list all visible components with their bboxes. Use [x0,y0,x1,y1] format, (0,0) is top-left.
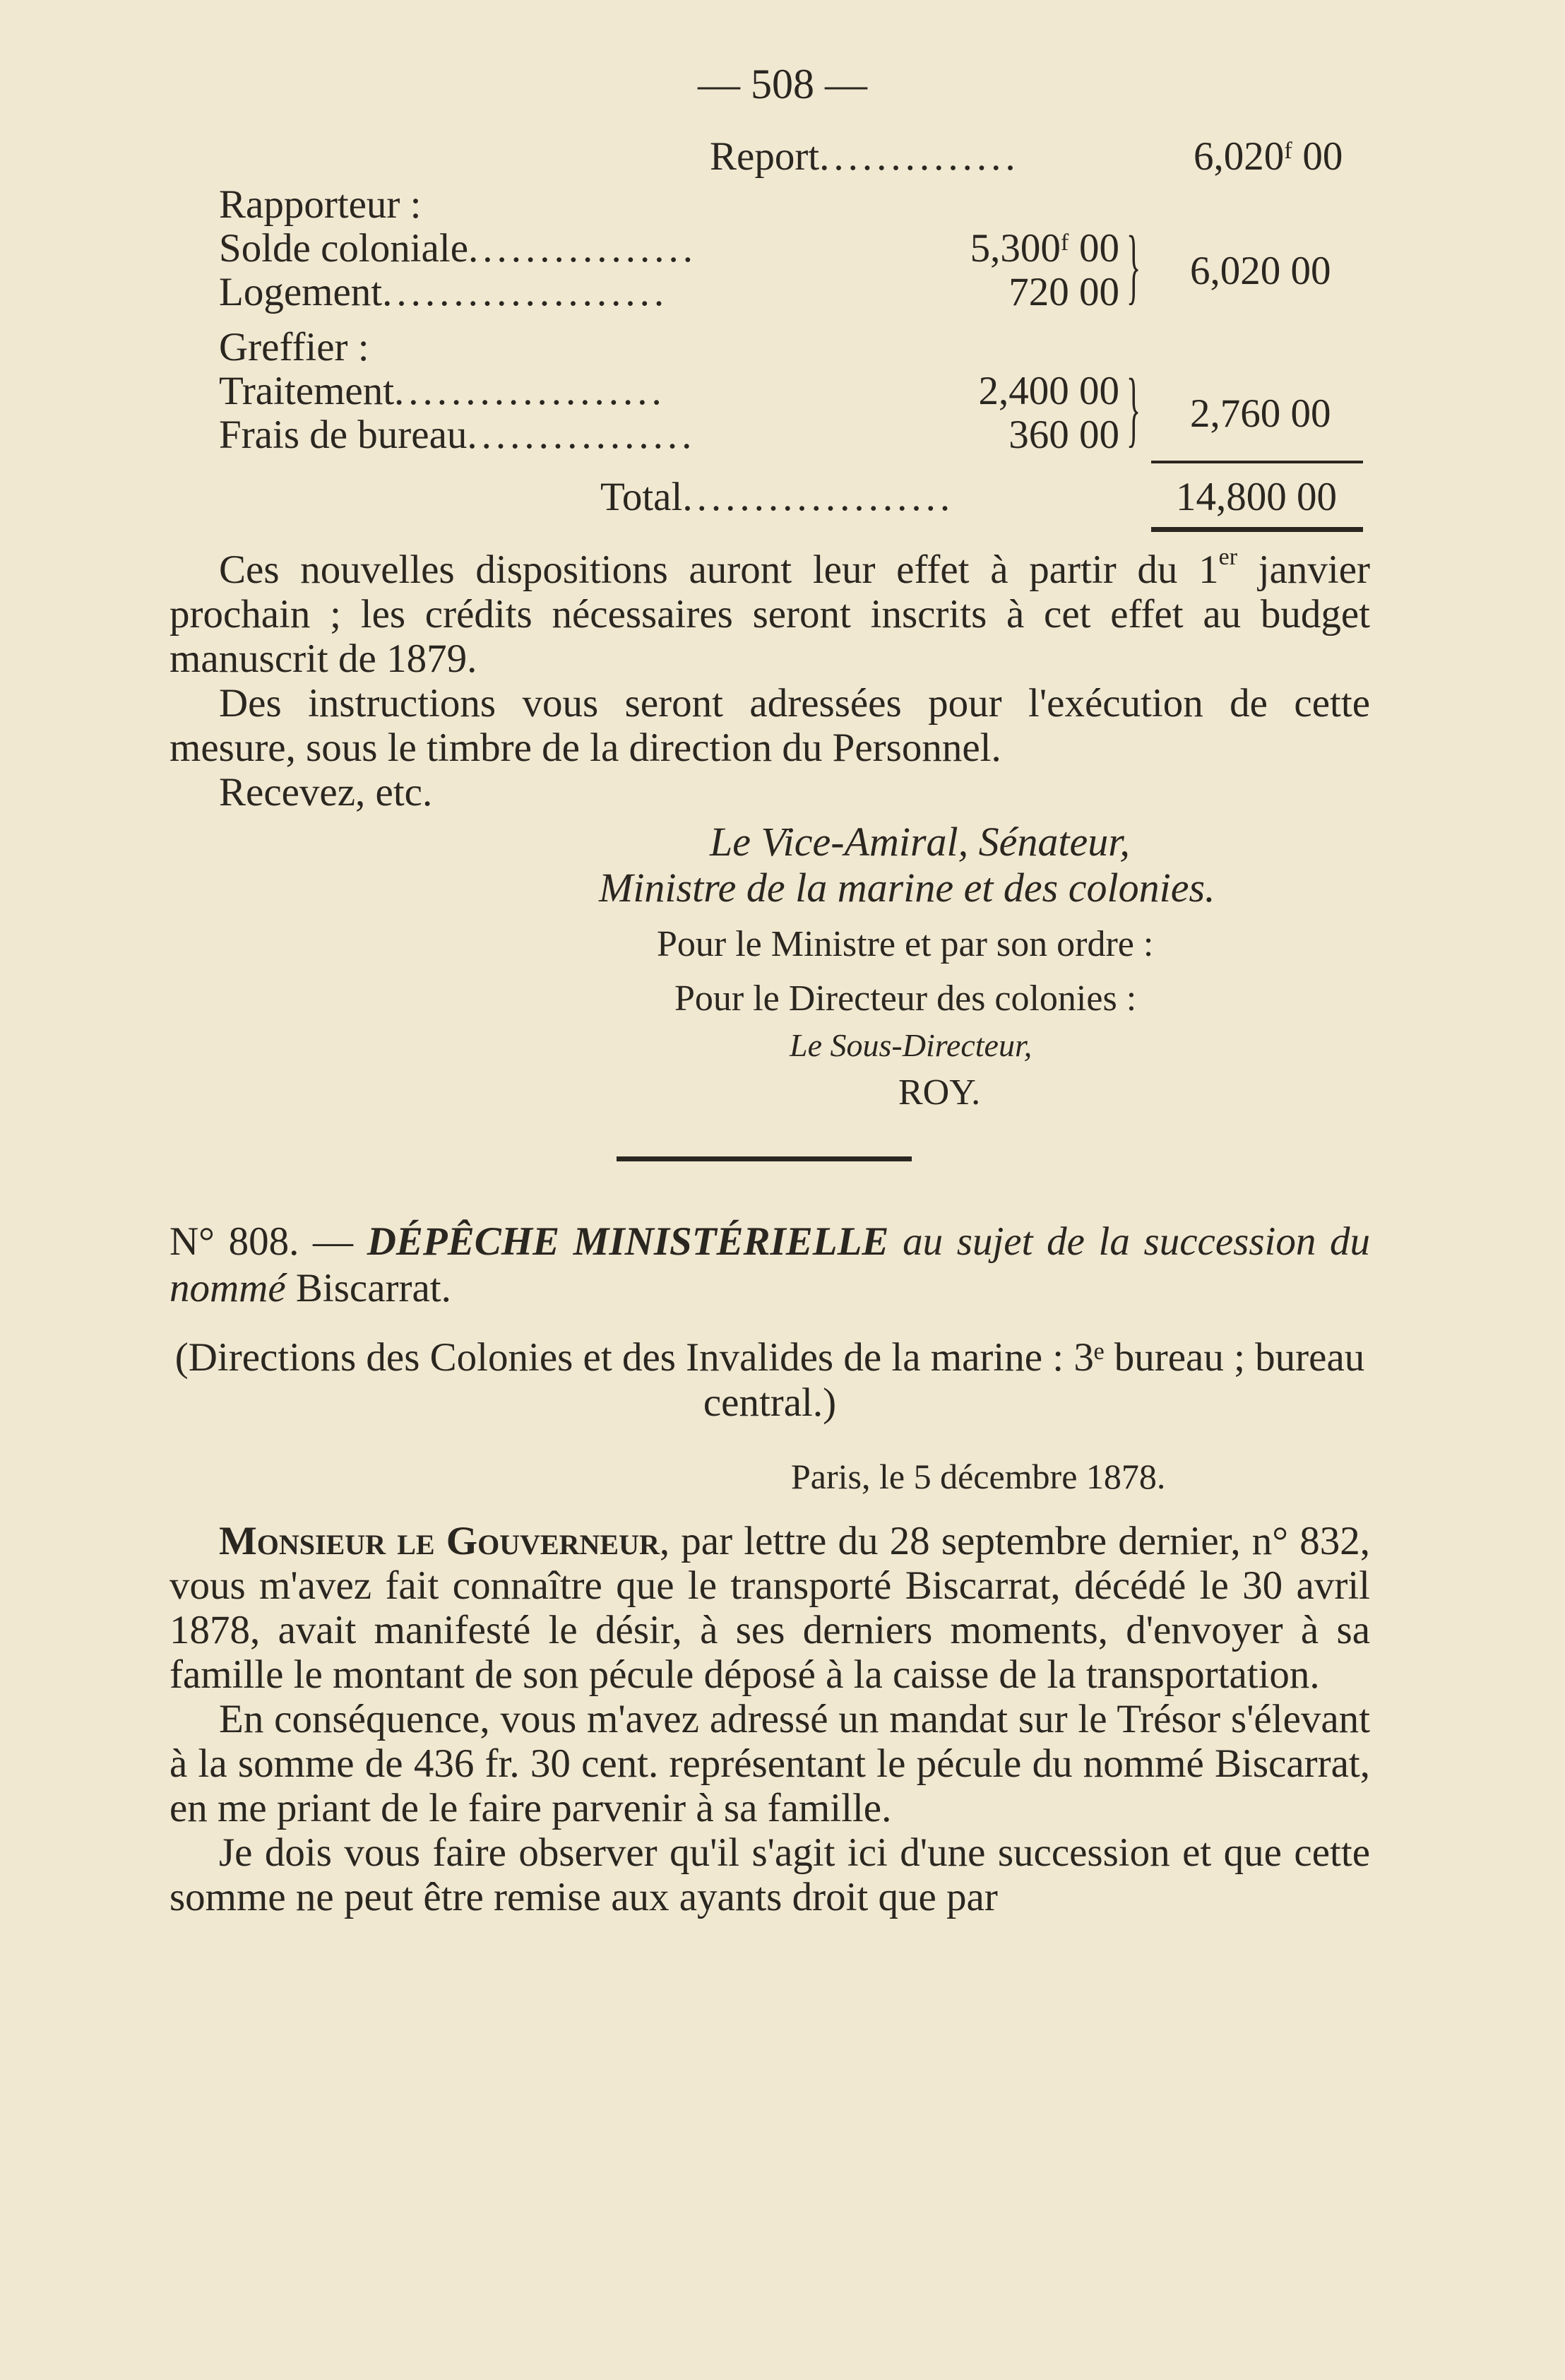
report-total: 6,020ᶠ 00 [1194,134,1343,179]
greffier-brace: } [1126,361,1141,455]
salutation: Monsieur le Gouverneur [219,1519,660,1563]
section-separator [617,1156,912,1161]
total-value: 14,800 00 [1176,475,1337,519]
total-label: Total................... [600,475,955,519]
depeche-dateline: Paris, le 5 décembre 1878. [791,1457,1166,1496]
depeche-heading: N° 808. — DÉPÊCHE MINISTÉRIELLE au sujet de la succession du nommé Biscarrat. [169,1219,1371,1310]
depeche-title: DÉPÊCHE MINISTÉRIELLE [367,1219,889,1264]
frais-row: Frais de bureau................ [219,413,696,457]
traitement-row: Traitement................... [219,369,666,413]
page-number: — 508 — [698,61,867,107]
closing-paragraph-2: Des instructions vous seront adressées pour l'exécution de cette mesure, sous le timbre de la direction du Personnel. [169,681,1370,770]
logement-row: Logement.................... [219,270,669,314]
depeche-subject-name: Biscarrat [295,1266,441,1310]
solde-value: 5,300ᶠ 00 [970,226,1119,271]
frais-value: 360 00 [1008,413,1119,457]
signature-line-6: ROY. [898,1072,981,1113]
greffier-total: 2,760 00 [1190,391,1331,436]
closing-paragraph-3: Recevez, etc. [219,770,433,815]
closing-text [169,544,1370,815]
signature-line-2: Ministre de la marine et des colonies. [599,865,1215,911]
signature-line-5: Le Sous-Directeur, [790,1027,1033,1063]
signature-line-4: Pour le Directeur des colonies : [674,978,1137,1019]
report-label: Report.............. [710,134,1020,179]
depeche-paragraph-1: Monsieur le Gouverneur, par lettre du 28 septembre dernier, n° 832, vous m'avez fait connaître que le transporté Biscarrat, décédé le 30 avril 1878, avait manifesté le désir, à ses derniers moments, d'envoyer à sa famille le montant de son pécule déposé à la caisse de la transportation. [169,1519,1370,1697]
subtotal-rule [1151,461,1363,463]
rapporteur-brace: } [1126,218,1141,312]
depeche-directions: (Directions des Colonies et des Invalides de la marine : 3ᵉ bureau ; bureau central.) [174,1335,1365,1425]
depeche-paragraph-3: Je dois vous faire observer qu'il s'agit ici d'une succession et que cette somme ne peut être remise aux ayants droit que par [169,1830,1370,1919]
traitement-value: 2,400 00 [978,369,1119,413]
total-rule [1151,527,1363,532]
greffier-heading: Greffier : [219,325,369,369]
rapporteur-total: 6,020 00 [1190,249,1331,293]
signature-line-3: Pour le Ministre et par son ordre : [657,924,1154,964]
rapporteur-heading: Rapporteur : [219,182,422,227]
logement-value: 720 00 [1008,270,1119,314]
solde-row: Solde coloniale................ [219,226,697,271]
depeche-body [169,1519,1370,1919]
signature-line-1: Le Vice-Amiral, Sénateur, [710,819,1130,865]
closing-paragraph-1: Ces nouvelles dispositions auront leur effet à partir du 1er janvier prochain ; les crédits nécessaires seront inscrits à cet effet au budget manuscrit de 1879. [169,544,1370,681]
depeche-paragraph-2: En conséquence, vous m'avez adressé un mandat sur le Trésor s'élevant à la somme de 436 fr. 30 cent. représentant le pécule du nommé Biscarrat, en me priant de le faire parvenir à sa famille. [169,1697,1370,1830]
